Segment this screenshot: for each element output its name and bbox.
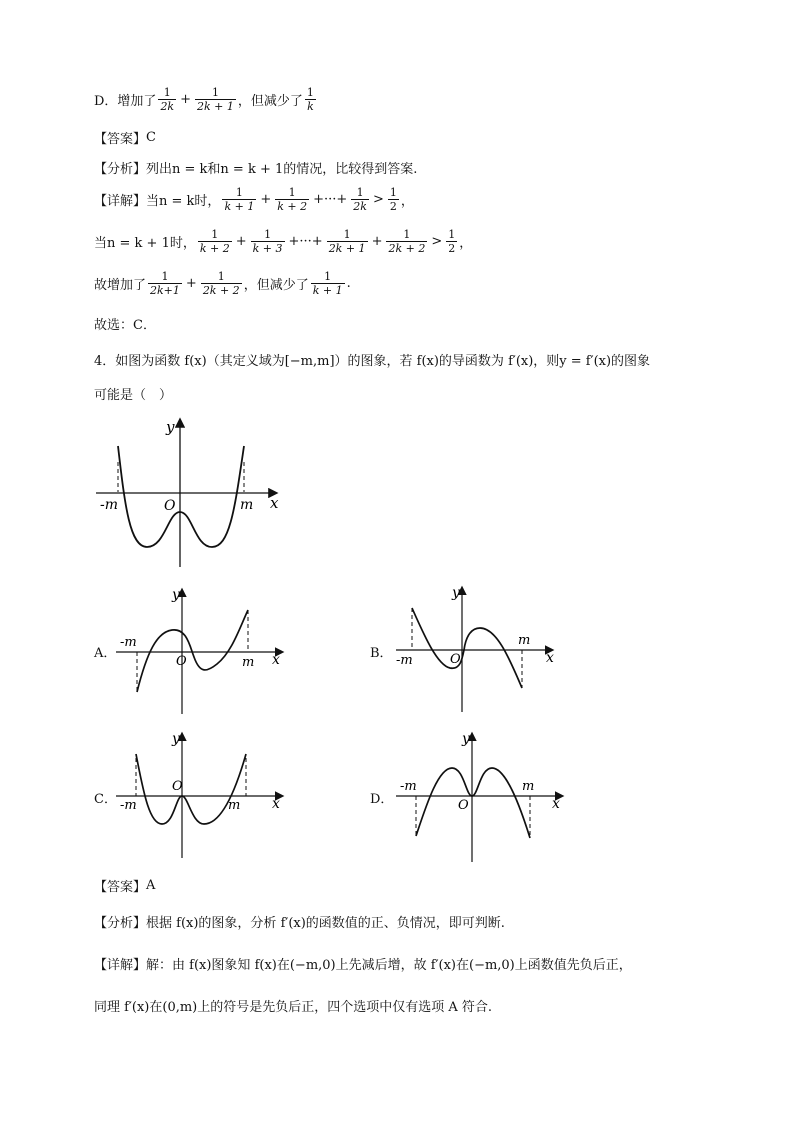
- fraction: $\frac{1}{k + 3}$: [252, 228, 283, 255]
- fraction: $\frac{1}{k + 1}$: [224, 186, 255, 213]
- analysis-line-2: [94, 912, 505, 931]
- analysis-line-1: [94, 158, 417, 177]
- origin-label: O: [176, 654, 187, 669]
- detail-line-4: [94, 954, 632, 973]
- fraction: $\frac{1}{2k}$: [353, 186, 367, 213]
- y-label: y: [172, 587, 180, 603]
- origin-label: O: [172, 779, 183, 794]
- answer-line-1: [94, 128, 156, 147]
- fraction: $\frac{1}{k + 2}$: [199, 228, 230, 255]
- analysis-tag: 【分析】: [94, 916, 147, 931]
- option-d-line: D．增加了 $\frac{1}{2k}$ + $\frac{1}{2k + 1}$ ，但减少了 $\frac{1}{k}$: [94, 86, 314, 113]
- fraction: $\frac{1}{2k + 2}$: [202, 270, 240, 297]
- question-4-line-1: 4．如图为函数 f(x)（其定义域为[−m,m]）的图象，若 f(x)的导函数为 f′(x)，则y = f′(x)的图象: [94, 354, 651, 369]
- option-d-graph-label: D．: [370, 792, 394, 807]
- y-label: y: [166, 418, 175, 436]
- question-4-line-2: 可能是（ ）: [94, 388, 173, 403]
- answer-tag: 【答案】: [94, 880, 147, 895]
- option-b-label: B．: [370, 646, 393, 661]
- x-label: x: [546, 650, 554, 666]
- fraction: $\frac{1}{2k + 1}$: [197, 86, 234, 113]
- option-a-label: A．: [94, 646, 117, 661]
- fraction: $\frac{1}{2k+1}$: [150, 270, 180, 297]
- graph-option-b: [392, 580, 562, 715]
- analysis-text: 根据 f(x)的图象，分析 f′(x)的函数值的正、负情况，即可判断.: [146, 916, 505, 931]
- m-label: m: [228, 798, 241, 813]
- answer-tag: 【答案】: [94, 132, 147, 147]
- fraction: $\frac{1}{k}$: [306, 86, 314, 113]
- answer-value: C: [146, 130, 156, 145]
- choose-line-1: 故选：C．: [94, 318, 156, 333]
- answer-value: A: [146, 878, 156, 893]
- graph-option-c: [112, 726, 292, 861]
- m-label: m: [522, 779, 535, 794]
- neg-m-label: -m: [120, 635, 137, 650]
- curve: [137, 610, 248, 692]
- detail-line-5: 同理 f′(x)在(0,m)上的符号是先负后正，四个选项中仅有选项 A 符合.: [94, 1000, 493, 1015]
- origin-label: O: [164, 498, 176, 514]
- function-graph-main: [90, 412, 290, 572]
- origin-label: O: [458, 798, 469, 813]
- neg-m-label: -m: [396, 653, 413, 668]
- analysis-text: 列出n = k和n = k + 1的情况，比较得到答案.: [146, 162, 418, 177]
- neg-m-label: -m: [120, 798, 137, 813]
- detail-text: 解：由 f(x)图象知 f(x)在(−m,0)上先减后增，故 f′(x)在(−m,0)上函数值先负后正，: [146, 958, 632, 973]
- m-label: m: [242, 655, 255, 670]
- y-label: y: [462, 731, 470, 747]
- y-label: y: [452, 585, 460, 601]
- curve: [136, 754, 246, 824]
- fraction: $\frac{1}{2k + 2}$: [388, 228, 426, 255]
- fraction: $\frac{1}{2k + 1}$: [328, 228, 366, 255]
- y-label: y: [172, 731, 180, 747]
- x-label: x: [272, 796, 280, 812]
- detail-tag: 【详解】: [94, 194, 147, 209]
- neg-m-label: -m: [400, 779, 417, 794]
- x-label: x: [270, 494, 279, 512]
- curve: [416, 768, 530, 838]
- fraction: $\frac{1}{k + 2}$: [277, 186, 308, 213]
- detail-line-2: 当n = k + 1时， $\frac{1}{k + 2}$ + $\frac{1}{k + 3}$ +···+ $\frac{1}{2k + 1}$ + $\frac{1}{2k + 2}$ > $\frac{1}{2}$ ，: [94, 228, 473, 255]
- option-d-label: D．增加了: [94, 94, 157, 109]
- m-label: m: [240, 497, 254, 513]
- x-label: x: [272, 652, 280, 668]
- m-label: m: [518, 633, 531, 648]
- origin-label: O: [450, 652, 461, 667]
- option-c-label: C．: [94, 792, 117, 807]
- detail-line-1: 【详解】 当n = k时， $\frac{1}{k + 1}$ + $\frac{1}{k + 2}$ +···+ $\frac{1}{2k}$ > $\frac{1}{2}$ ，: [94, 186, 414, 213]
- detail-tag: 【详解】: [94, 958, 147, 973]
- detail-line-3: 故增加了 $\frac{1}{2k+1}$ + $\frac{1}{2k + 2}$ ，但减少了 $\frac{1}{k + 1}$ .: [94, 270, 351, 297]
- analysis-tag: 【分析】: [94, 162, 147, 177]
- fraction: $\frac{1}{2k}$: [160, 86, 175, 113]
- curve: [412, 608, 522, 688]
- fraction: $\frac{1}{2}$: [389, 186, 397, 213]
- fraction: $\frac{1}{2}$: [448, 228, 456, 255]
- curve: [118, 446, 244, 547]
- fraction: $\frac{1}{k + 1}$: [312, 270, 343, 297]
- x-label: x: [552, 796, 560, 812]
- answer-line-2: [94, 876, 155, 895]
- neg-m-label: -m: [100, 497, 119, 513]
- graph-option-d: [392, 726, 572, 866]
- graph-option-a: [112, 582, 292, 717]
